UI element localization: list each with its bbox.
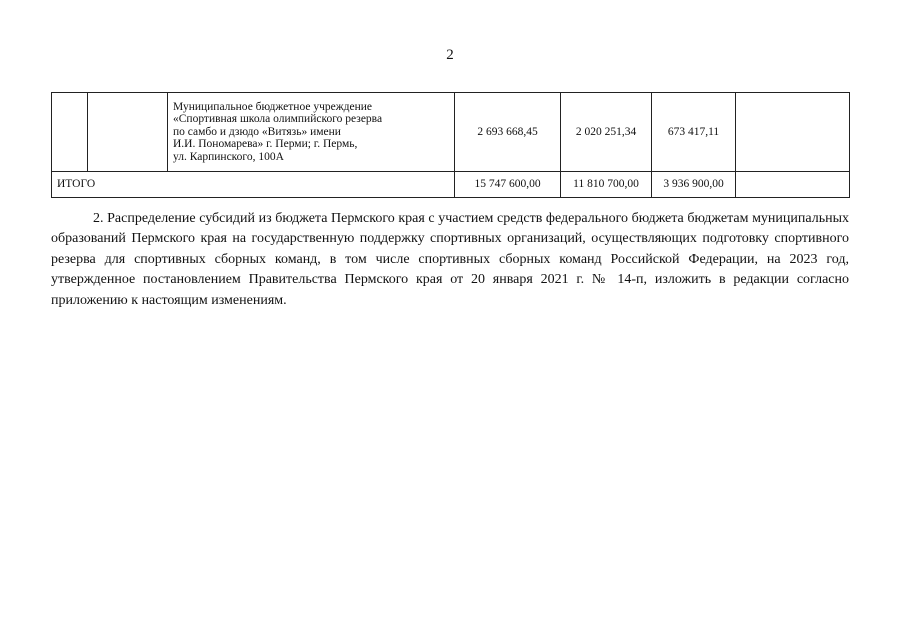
organization-line: ул. Карпинского, 100А <box>173 150 284 163</box>
totals-label: ИТОГО <box>52 172 455 198</box>
empty-cell <box>736 93 850 172</box>
subsidy-table <box>51 92 850 198</box>
totals-row <box>52 172 850 198</box>
index-cell <box>52 93 88 172</box>
organization-line: «Спортивная школа олимпийского резерва <box>173 113 383 126</box>
regional-amount-cell: 2 020 251,34 <box>561 93 652 172</box>
page-number: 2 <box>446 47 454 63</box>
empty-cell <box>736 172 850 198</box>
federal-amount-cell: 673 417,11 <box>652 93 736 172</box>
totals-regional-cell: 11 810 700,00 <box>561 172 652 198</box>
amendment-paragraph: 2. Распределение субсидий из бюджета Пермского края с участием средств федерального бюджета бюджетам муниципальных образований Пермского края на государственную поддержку спортивных организаций, осуществляющих подготовку спортивного резерва для спортивных сборных команд, в том числе спортивных сборных команд Российской Федерации, на 2023 год, утвержденное постановлением Правительства Пермского края от 20 января 2021 г. № 14-п, изложить в редакции согласно приложению к настоящим изменениям. <box>51 211 849 308</box>
municipality-cell <box>88 93 168 172</box>
table-row <box>52 93 850 172</box>
totals-total-cell: 15 747 600,00 <box>455 172 561 198</box>
organization-line: по самбо и дзюдо «Витязь» имени <box>173 125 341 138</box>
organization-cell <box>168 93 455 172</box>
totals-federal-cell: 3 936 900,00 <box>652 172 736 198</box>
organization-line: И.И. Пономарева» г. Перми; г. Пермь, <box>173 138 358 151</box>
total-amount-cell: 2 693 668,45 <box>455 93 561 172</box>
organization-line: Муниципальное бюджетное учреждение <box>173 100 373 113</box>
